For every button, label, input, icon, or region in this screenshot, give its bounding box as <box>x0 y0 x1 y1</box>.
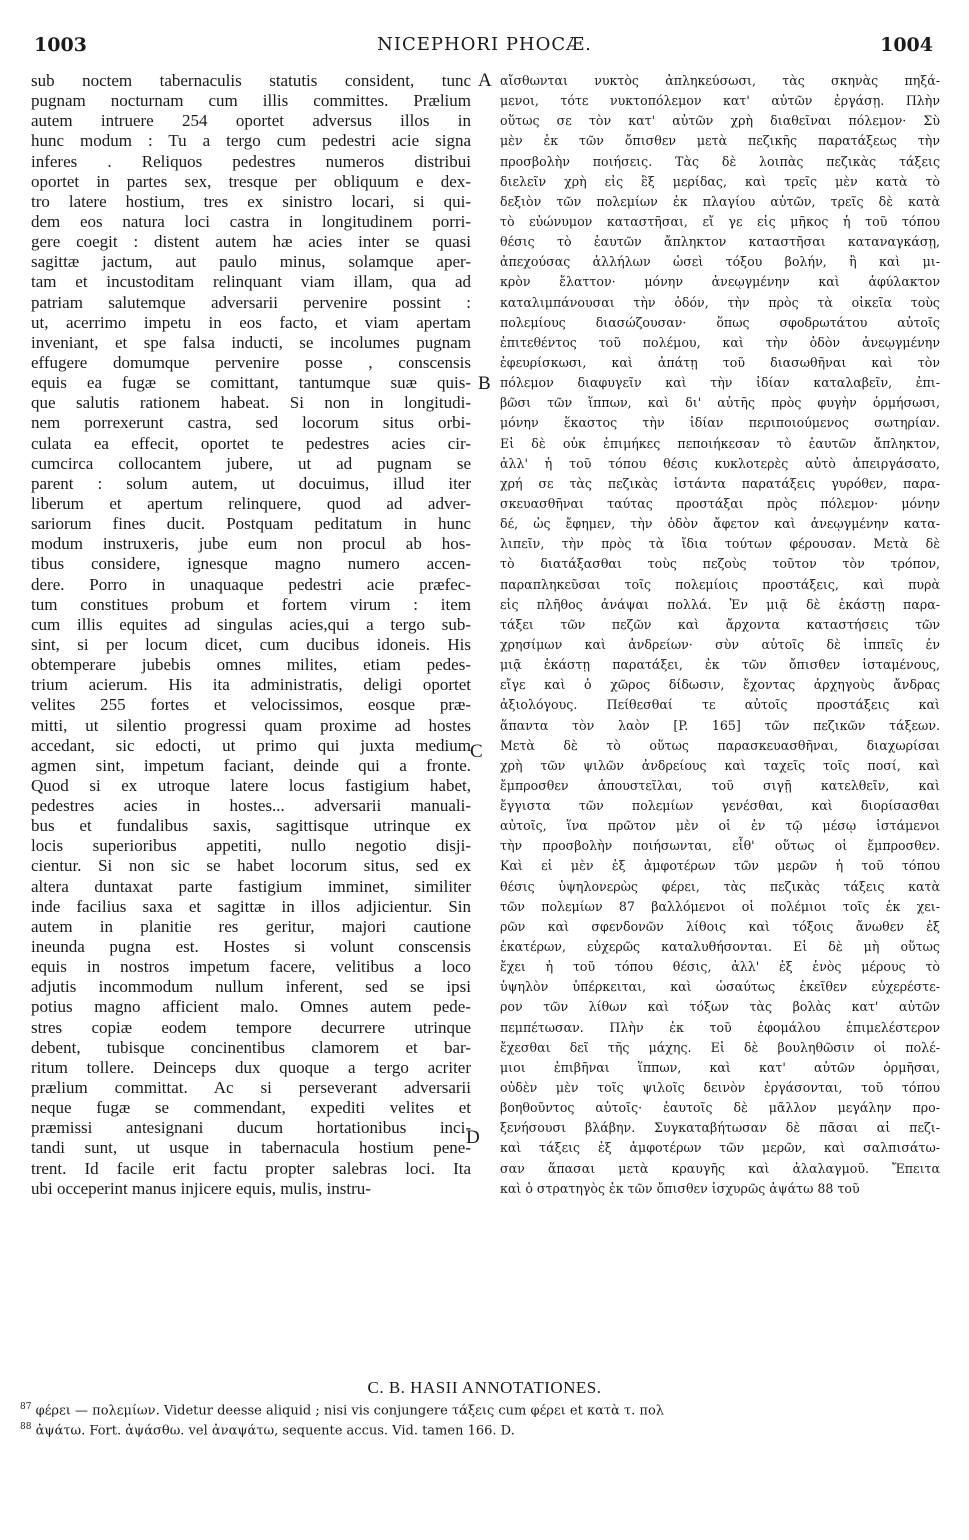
latin-text-line: oportet in partes sex, tresque per obliquum e dex- <box>31 171 471 191</box>
greek-text-line: μὲν ἐκ τῶν ὄπισθεν μετὰ πεζικῆς παρατάξεως τὴν <box>500 133 940 149</box>
latin-text-line: stres copiæ eodem tempore decurrere utrinque <box>31 1017 471 1037</box>
latin-text-line: neque fugæ se commendant, expediti velites et <box>31 1098 471 1118</box>
latin-text-line: tum constitues probum et fortem virum : item <box>31 594 471 614</box>
greek-text-line: πολεμίους διασώζουσαν· ὅπως σφοδρωτάτου αὐτοῖς <box>500 314 940 330</box>
greek-text-line: πόλεμον διαφυγεῖν καὶ τὴν ἰδίαν καταλαβεῖν, ἐπι- <box>500 375 940 391</box>
latin-text-line: accedant, sic edocti, ut primo qui juxta medium <box>31 735 471 755</box>
latin-text-line: ut, acerrimo impetu in eos facto, et viam apertam <box>31 312 471 332</box>
greek-text-line: κρὸν ἔλαττον· μόνην ἀνεῳγμένην καὶ ἀφύλακτον <box>500 274 940 290</box>
latin-text-line: sint, si per locum dicet, cum ducibus idoneis. His <box>31 634 471 654</box>
greek-text-line: δέ, ὡς ἔφημεν, τὴν ὁδὸν ἄφετον καὶ ἀνεῳγμένην κατα- <box>500 516 940 532</box>
latin-text-line: trium acierum. His ita administratis, deligi oportet <box>31 675 471 695</box>
latin-text-line: dem eos natura loci castra in longitudinem porri- <box>31 211 471 231</box>
greek-text-line: θέσις ὑψηλονερὼς φέρει, τὰς πεζικὰς τάξεις κατὰ <box>500 878 940 894</box>
latin-text-line: prælium committat. Ac si perseverant adversarii <box>31 1078 471 1098</box>
latin-text-line: sagittæ jactum, aut paulo minus, solamque aper- <box>31 252 471 272</box>
latin-text-line: dere. Porro in unaquaque pedestri acie præfec- <box>31 574 471 594</box>
latin-text-line: autem in planitie res geritur, majori cautione <box>31 916 471 936</box>
greek-text-line: βοηθοῦντος αὐτοῖς· ἑαυτοῖς δὲ μᾶλλον μεγάλην προ- <box>500 1100 940 1116</box>
annotations-title: C. B. HASII ANNOTATIONES. <box>367 1378 602 1397</box>
greek-text-line: παραπληκεῦσαι τοῖς πολεμίοις προστάξεις, καὶ πυρὰ <box>500 576 940 592</box>
latin-text-line: velites 255 fortes et velocissimos, eosque præ- <box>31 695 471 715</box>
greek-text-line: ἔχεσθαι δεῖ τῆς μάχης. Εἰ δὲ βουληθῶσιν οἱ πολέ- <box>500 1039 940 1055</box>
latin-text-line: hunc modum : Tu a tergo cum pedestri acie signa <box>31 131 471 151</box>
greek-text-line: τὸ διατάξασθαι τοὺς πεζοὺς τοῦτον τὸν τρόπον, <box>500 556 940 572</box>
greek-text-line: τὸ εὐώνυμον καταστῆσαι, εἴ γε εἰς μῆκος ἡ τοῦ τόπου <box>500 213 940 229</box>
running-header <box>0 34 969 60</box>
greek-text-line: Εἰ δὲ οὐκ ἐπιμήκες πεποιήκεσαν τὸ ἑαυτῶν ἄπληκτον, <box>500 435 940 451</box>
latin-text-line: mitti, ut silentio progressi quam proxime ad hostes <box>31 715 471 735</box>
greek-text-line: ἅπαντα τὸν λαὸν [P. 165] τῶν πεζικῶν τάξεων. <box>500 717 940 733</box>
greek-text-line: Μετὰ δὲ τὸ οὕτως παρασκευασθῆναι, διαχωρίσαι <box>500 737 940 753</box>
latin-text-line: inde facilius saxa et sagittæ in illos adjicientur. Sin <box>31 896 471 916</box>
latin-text-line: ineunda pugna est. Hostes si volunt conscensis <box>31 937 471 957</box>
greek-text-line: ἐφευρίσκωσι, καὶ ἀπάτῃ τοῦ διασωθῆναι καὶ τὸν <box>500 354 940 370</box>
margin-letter-a: A <box>478 70 492 91</box>
greek-text-line: καταλιμπάνουσαι τὴν ὁδόν, τὴν πρὸς τὰ οἰκεῖα τοὺς <box>500 294 940 310</box>
latin-text-line: locis superioribus appetiti, nullo negotio disji- <box>31 836 471 856</box>
latin-text-line: sariorum fines ducit. Postquam peditatum in hunc <box>31 514 471 534</box>
latin-text-line: cientur. Si non sic se habet locorum situs, sed ex <box>31 856 471 876</box>
greek-text-line: σκευασθῆναι ταύτας προστάξαι πρὸς πόλεμον· μόνην <box>500 495 940 511</box>
latin-text-line: autem intruere 254 oportet adversus illos in <box>31 111 471 131</box>
footnote-number: 88 <box>20 1422 32 1432</box>
latin-text-line: præmissi antesignani ducum hortationibus inci- <box>31 1118 471 1138</box>
latin-text-line: bus et fundalibus saxis, sagittisque utrinque ex <box>31 816 471 836</box>
greek-text-line: μιᾷ ἑκάστῃ παρατάξει, ἐκ τῶν ὄπισθεν ἱσταμένους, <box>500 657 940 673</box>
page-number-left: 1003 <box>34 34 87 56</box>
latin-text-line: ritum tollere. Deinceps dux quoque a tergo acriter <box>31 1057 471 1077</box>
latin-text-line: tibus considere, ignesque magno numero accen- <box>31 554 471 574</box>
latin-text-line: altera duntaxat parte fastigium imminet, similiter <box>31 876 471 896</box>
latin-text-line: sub noctem tabernaculis statutis consident, tunc <box>31 71 471 90</box>
greek-column <box>500 71 940 1199</box>
greek-text-line: ἔγγιστα τῶν πολεμίων γενέσθαι, καὶ διορίσασθαι <box>500 798 940 814</box>
margin-letter-c: C <box>470 741 483 762</box>
latin-text-line: cum illis equites ad singulas acies,qui a tergo sub- <box>31 614 471 634</box>
footnote-text: φέρει — πολεμίων. Videtur deesse aliquid ; nisi vis conjungere τάξεις cum φέρει et κατὰ τ. πολ <box>35 1403 665 1419</box>
greek-text-line: χρὴ τῶν ψιλῶν ἀνδρείους καὶ ταχεῖς τοῖς ποσί, καὶ <box>500 757 940 773</box>
greek-text-line: θέσις τὸ ἑαυτῶν ἄπληκτον καταστῆσαι καταναγκάσῃ, <box>500 234 940 250</box>
latin-text-line: obtemperare jubebis omnes milites, etiam pedes- <box>31 655 471 675</box>
greek-text-line: ρον τῶν λίθων καὶ τόξων τὰς βολὰς κατ' αὐτῶν <box>500 999 940 1015</box>
latin-text-line: ubi occeperint manus injicere equis, mulis, instru- <box>31 1178 371 1198</box>
latin-text-line: tro latere hostium, tres ex sinistro locari, si qui- <box>31 191 471 211</box>
greek-text-line: χρή σε τὰς πεζικὰς ἱστάντα παρατάξεις γυρόθεν, παρα- <box>500 475 940 491</box>
greek-text-line: δεξιὸν τῶν πολεμίων ἐκ πλαγίου αὐτῶν, τρεῖς δὲ κατὰ <box>500 193 940 209</box>
latin-text-line: parent : solum autem, ut docuimus, illud iter <box>31 473 471 493</box>
running-title: NICEPHORI PHOCÆ. <box>377 34 592 55</box>
latin-text-line: inferes . Reliquos pedestres numeros distribui <box>31 151 471 171</box>
greek-text-line: εἰς πλῆθος ἀνάψαι πολλά. Ἐν μιᾷ δὲ ἑκάστῃ παρα- <box>500 596 940 612</box>
greek-text-line: καὶ τάξεις ἐξ ἀμφοτέρων τῶν μερῶν, καὶ σαλπισάτω- <box>500 1140 940 1156</box>
footnote-text: ἀψάτω. Fort. ἀψάσθω. vel ἀναψάτω, sequente accus. Vid. tamen 166. D. <box>35 1423 515 1439</box>
greek-text-line: αἴσθωνται νυκτὸς ἀπληκεύσωσι, τὰς σκηνὰς πηξά- <box>500 73 940 88</box>
latin-text-line: adjutis incommodum nullum inferent, sed se ipsi <box>31 977 471 997</box>
greek-text-line: ἀλλ' ἡ τοῦ τόπου θέσις κυκλοτερὲς αὐτὸ ἀπειργάσατο, <box>500 455 940 471</box>
latin-text-line: Quod si ex utroque latere locus fastigium habet, <box>31 775 471 795</box>
greek-text-line: ἀπεχούσας ἀλλήλων ὡσεὶ τόξου βολήν, ἢ καὶ μι- <box>500 254 940 270</box>
greek-text-line: πεμπέτωσαν. Πλὴν ἐκ τοῦ ἐφομάλου ἐπιμελέστερον <box>500 1019 940 1035</box>
greek-text-line: ἔμπροσθεν ἀπουστεῖλαι, τοῦ σιγῇ κατελθεῖν, καὶ <box>500 777 940 793</box>
latin-text-line: inveniant, et spe falsa inducti, se incolumes pugnam <box>31 332 471 352</box>
greek-text-line: ἑκατέρων, εὐχερῶς καταλυθήσονται. Εἰ δὲ μὴ οὕτως <box>500 939 940 955</box>
greek-text-line: τῶν πολεμίων 87 βαλλόμενοι οἱ πολέμιοι τοῖς ἐκ χει- <box>500 898 940 914</box>
latin-text-line: equis in nostros impetum facere, velitibus a loco <box>31 957 471 977</box>
greek-text-line: ἐπιτεθέντος τοῦ πολέμου, καὶ τὴν ὁδὸν ἀνεῳγμένην <box>500 334 940 350</box>
greek-text-line: τάξει τῶν πεζῶν καὶ ἄρχοντα καταστήσεις τῶν <box>500 616 940 632</box>
greek-text-line: χρησίμων καὶ ἀνδρείων· σὺν αὐτοῖς δὲ ἱππεῖς ἐν <box>500 636 940 652</box>
latin-text-line: gere coegit : distent autem hæ acies inter se quasi <box>31 232 471 252</box>
greek-text-line: μενοι, τότε νυκτοπόλεμον κατ' αὐτῶν ἐργάσῃ. Πλὴν <box>500 93 940 109</box>
greek-text-line: μόνην ἕκαστος τὴν ἰδίαν περιποιούμενος σωτηρίαν. <box>500 415 940 431</box>
latin-text-line: que salutis rationem habeat. Si non in longitudi- <box>31 393 471 413</box>
latin-text-line: trent. Id facile erit factu propter salebras loci. Ita <box>31 1158 471 1178</box>
margin-letter-b: B <box>478 373 491 394</box>
latin-text-line: equis ea fugæ se comittant, tantumque suæ quis- <box>31 373 471 393</box>
footnote <box>20 1402 910 1418</box>
footnote <box>20 1422 910 1438</box>
latin-text-line: debent, tubisque concinentibus clamorem et bar- <box>31 1037 471 1057</box>
latin-column <box>31 71 471 1199</box>
latin-text-line: pedestres acies in hostes... adversarii manuali- <box>31 796 471 816</box>
greek-text-line: λιπεῖν, τὴν πρὸς τὰ ἴδια τούτων φέρουσαν. Μετὰ δὲ <box>500 536 940 552</box>
greek-text-line: καὶ ὁ στρατηγὸς ἐκ τῶν ὄπισθεν ἰσχυρῶς ἀψάτω 88 τοῦ <box>500 1180 860 1196</box>
greek-text-line: ἀξιολόγους. Πείθεσθαί τε αὐτοῖς προστάξεις καὶ <box>500 697 940 713</box>
greek-text-line: εἴγε καὶ ὁ χῶρος δίδωσιν, ἔχοντας ἀρχηγοὺς ἄνδρας <box>500 677 940 693</box>
greek-text-line: διελεῖν χρὴ εἰς ἓξ μερίδας, καὶ τρεῖς μὲν κατὰ τὸ <box>500 173 940 189</box>
latin-text-line: cumcirca collocantem jubere, ut ad pugnam se <box>31 453 471 473</box>
greek-text-line: οὕτως σε τὸν κατ' αὐτῶν χρὴ διαθεῖναι πόλεμον· Σὺ <box>500 113 940 129</box>
greek-text-line: τὴν προσβολὴν ποιήσωνται, εἶθ' οὕτως οἱ ἔμπροσθεν. <box>500 838 940 854</box>
latin-text-line: pugnam nocturnam cum illis committes. Prælium <box>31 91 471 111</box>
latin-text-line: tandi sunt, ut usque in tabernacula hostium pene- <box>31 1138 471 1158</box>
latin-text-line: modum instruxeris, jube eum non procul ab hos- <box>31 534 471 554</box>
greek-text-line: ξενήσουσι βλάβην. Συγκαταβήτωσαν δὲ πᾶσαι αἱ πεζι- <box>500 1120 940 1136</box>
greek-text-line: οὐδὲν μὲν τοῖς ψιλοῖς δεινὸν ἐργάσονται, τοῦ τόπου <box>500 1080 940 1096</box>
latin-text-line: culata ea effecit, oportet te pedestres acies cir- <box>31 433 471 453</box>
footnote-number: 87 <box>20 1402 32 1412</box>
greek-text-line: ὑψηλὸν ὑπέρκειται, καὶ ὡσαύτως ἐκεῖθεν εὐχερέστε- <box>500 979 940 995</box>
latin-text-line: tam et incustoditam relinquant viam illam, qua ad <box>31 272 471 292</box>
page-number-right: 1004 <box>880 34 933 56</box>
latin-text-line: nem porrexerunt castra, sed locorum situs orbi- <box>31 413 471 433</box>
latin-text-line: agmen sint, impetum faciant, deinde qui a fronte. <box>31 755 471 775</box>
latin-text-line: potius magno afficient malo. Omnes autem pede- <box>31 997 471 1017</box>
latin-text-line: liberum et apertum relinquere, quod ad adver- <box>31 493 471 513</box>
greek-text-line: ἔχει ἡ τοῦ τόπου θέσις, ἀλλ' ἐξ ἑνὸς μέρους τὸ <box>500 959 940 975</box>
greek-text-line: ρῶν καὶ σφενδονῶν λίθοις καὶ τόξοις ἄνωθεν ἐξ <box>500 918 940 934</box>
greek-text-line: μιοι ἐπιβῆναι ἵππων, καὶ κατ' αὐτῶν ὁρμῆσαι, <box>500 1059 940 1075</box>
greek-text-line: Καὶ εἰ μὲν ἐξ ἀμφοτέρων τῶν μερῶν ἡ τοῦ τόπου <box>500 858 940 874</box>
margin-letter-d: D <box>466 1127 480 1148</box>
latin-text-line: effugere domumque pervenire posse , conscensis <box>31 352 471 372</box>
latin-text-line: patriam salutemque adversarii pervenire possint : <box>31 292 471 312</box>
greek-text-line: προσβολὴν ποιήσεις. Τὰς δὲ λοιπὰς πεζικὰς τάξεις <box>500 153 940 169</box>
greek-text-line: αὐτοῖς, ἵνα πρῶτον μὲν οἱ ἐν τῷ μέσῳ ἱστάμενοι <box>500 818 940 834</box>
greek-text-line: σαν ἅπασαι μετὰ κραυγῆς καὶ ἀλαλαγμοῦ. Ἔπειτα <box>500 1160 940 1176</box>
greek-text-line: βῶσι τῶν ἵππων, καὶ δι' αὐτῆς πρὸς φυγὴν ὁρμήσωσι, <box>500 395 940 411</box>
